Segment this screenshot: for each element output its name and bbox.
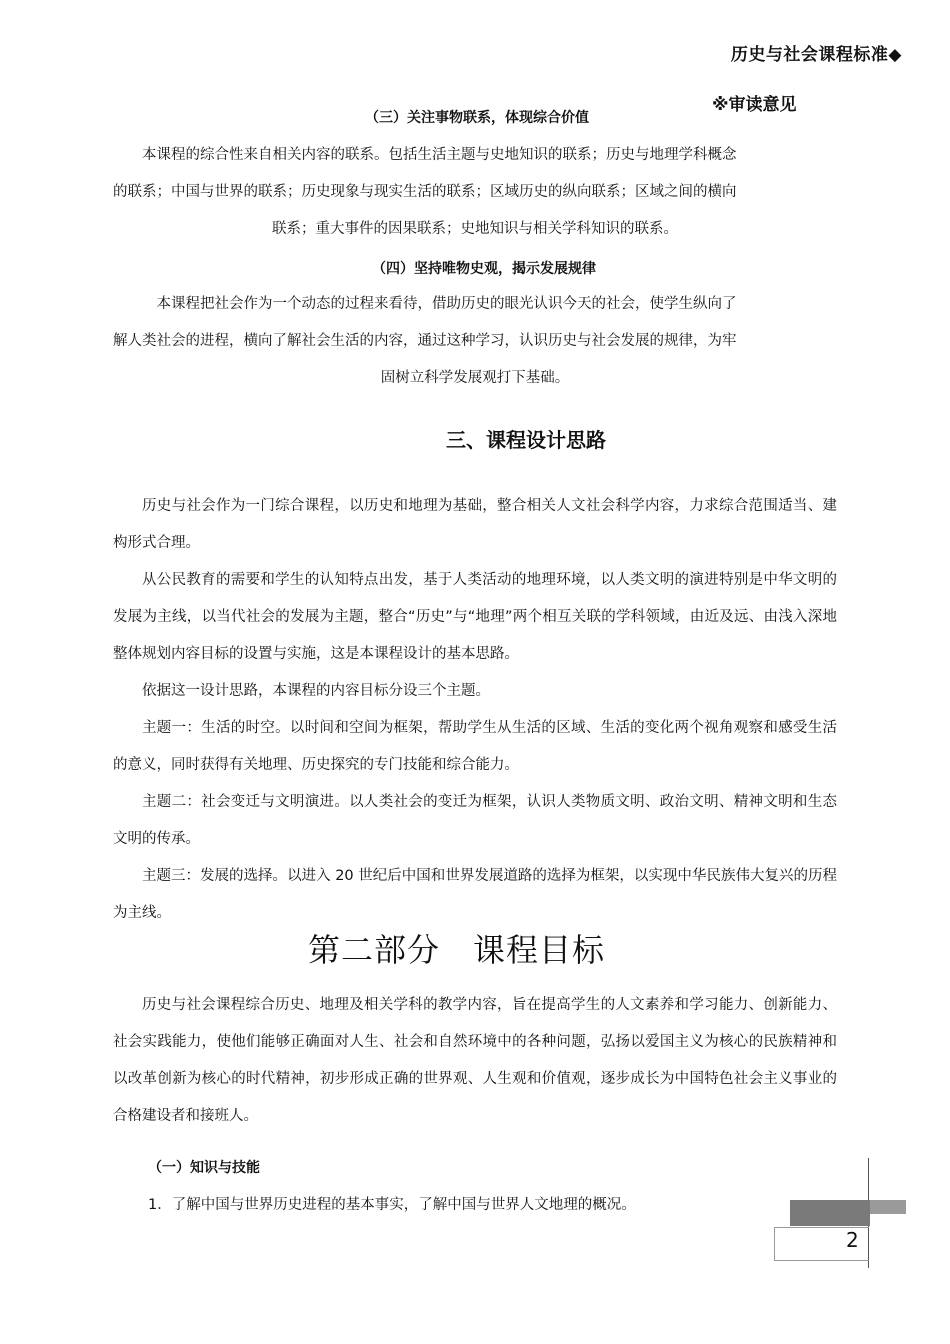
section-3-line-2: 的联系；中国与世界的联系；历史现象与现实生活的联系；区域历史的纵向联系；区域之间的横向	[113, 184, 737, 200]
design-paragraph-4: 主题一：生活的时空。以时间和空间为框架，帮助学生从生活的区域、生活的变化两个视角观察和感受生活的意义，同时获得有关地理、历史探究的专门技能和综合能力。	[113, 720, 837, 773]
section-3-heading: （三）关注事物联系，体现综合价值	[365, 110, 589, 126]
design-heading: 三、课程设计思路	[446, 428, 606, 452]
section-4-line-1: 本课程把社会作为一个动态的过程来看待，借助历史的眼光认识今天的社会，使学生纵向了	[156, 296, 737, 312]
section-3-paragraph	[113, 137, 837, 248]
design-body	[113, 488, 837, 932]
knowledge-skills-heading: （一）知识与技能	[148, 1160, 260, 1176]
page-number: 2	[846, 1228, 859, 1252]
section-4-paragraph	[113, 286, 837, 397]
running-header-title: 历史与社会课程标准◆	[730, 45, 902, 65]
footer-light-bar	[870, 1200, 906, 1214]
footer-dark-bar	[790, 1200, 870, 1226]
design-paragraph-2: 从公民教育的需要和学生的认知特点出发，基于人类活动的地理环境，以人类文明的演进特别是中华文明的发展为主线，以当代社会的发展为主题，整合“历史”与“地理”两个相互关联的学科领域，由近及远、由浅入深地整体规划内容目标的设置与实施，这是本课程设计的基本思路。	[113, 572, 837, 662]
part-2-intro	[113, 987, 837, 1135]
section-4-heading: （四）坚持唯物史观，揭示发展规律	[372, 261, 596, 277]
section-4-line-2: 解人类社会的进程，横向了解社会生活的内容，通过这种学习，认识历史与社会发展的规律，为牢	[113, 333, 737, 349]
design-paragraph-5: 主题二：社会变迁与文明演进。以人类社会的变迁为框架，认识人类物质文明、政治文明、精神文明和生态文明的传承。	[113, 794, 837, 847]
part-2-heading: 第二部分 课程目标	[308, 931, 606, 969]
design-paragraph-3: 依据这一设计思路，本课程的内容目标分设三个主题。	[142, 683, 490, 699]
section-3-line-1: 本课程的综合性来自相关内容的联系。包括生活主题与史地知识的联系；历史与地理学科概念	[142, 147, 737, 163]
part-2-paragraph: 历史与社会课程综合历史、地理及相关学科的教学内容，旨在提高学生的人文素养和学习能力、创新能力、社会实践能力，使他们能够正确面对人生、社会和自然环境中的各种问题，弘扬以爱国主义为核心的民族精神和以改革创新为核心的时代精神，初步形成正确的世界观、人生观和价值观，逐步成长为中国特色社会主义事业的合格建设者和接班人。	[113, 997, 837, 1124]
review-note-label: ※审读意见	[712, 95, 797, 115]
section-4-line-3: 固树立科学发展观打下基础。	[380, 370, 570, 386]
section-3-line-3: 联系；重大事件的因果联系；史地知识与相关学科知识的联系。	[272, 221, 678, 237]
knowledge-item-1: 1．了解中国与世界历史进程的基本事实，了解中国与世界人文地理的概况。	[148, 1197, 636, 1213]
design-paragraph-6: 主题三：发展的选择。以进入 20 世纪后中国和世界发展道路的选择为框架，以实现中华民族伟大复兴的历程为主线。	[113, 868, 837, 921]
design-paragraph-1: 历史与社会作为一门综合课程，以历史和地理为基础，整合相关人文社会科学内容，力求综合范围适当、建构形式合理。	[113, 498, 837, 551]
